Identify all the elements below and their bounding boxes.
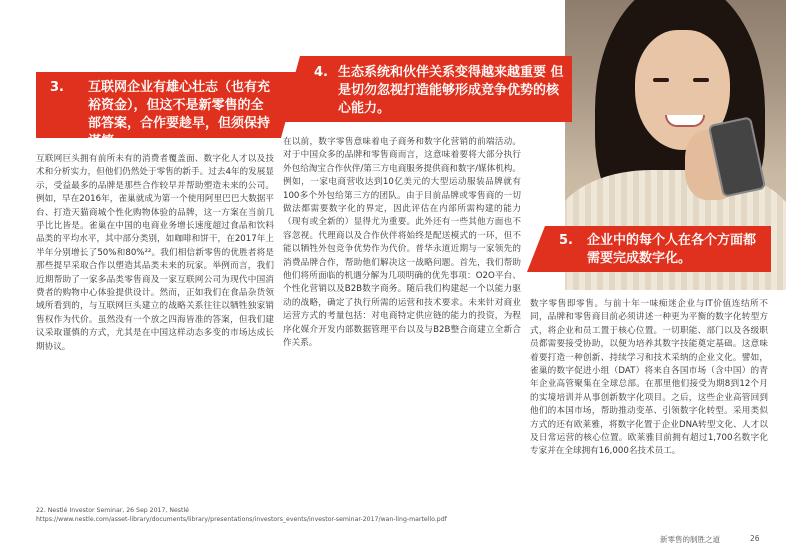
photo-mouth (665, 115, 705, 127)
footer-title: 新零售的制胜之道 (660, 535, 720, 544)
footnote-citation: 22. Nestlé Investor Seminar, 26 Sep 2017, Nestlé (36, 507, 189, 514)
section-3-heading (36, 72, 281, 149)
box4-arrow (282, 56, 300, 122)
section-title: 生态系统和伙伴关系变得越来越重要 但是切勿忽视打造能够形成竞争优势的核心能力。 (338, 65, 564, 116)
body-column-2: 在以前，数字零售意味着电子商务和数字化营销的前端活动。对于中国众多的品牌和零售商而言，这意味着要将大部分执行外包给淘宝合作伙伴/第三方电商服务提供商和数字/媒体机构。例如，一家电商营收达到10亿美元的大型运动服装品牌就有100多个外包给第三方的团队。由于目前品牌或零售商的一切做法都需要数字化的界定，因此评估在内部所需构建的能力（现有或全新的）显得尤为重要。此外还有一些其他方面也不容忽视。代理商以及合作伙伴将始终是配送模式的一环，但不能以牺牲外包竞争优势作为代价。普华永道近期与一家领先的消费品牌合作，帮助他们解决这一战略问题。首先，我们帮助他们将所面临的机遇分解为几项明确的优先事项：O2O平台、个性化营销以及B2B数字商务。随后我们构建起一个以能力驱动的战略，确定了执行所需的运营和技术要求。未来针对商业运营方式的考量包括：对电商特定供应链的能力的投资，为程序化媒介开发内部数据管理平台以及与B2B整合商建立全新合作关系。 (283, 137, 521, 349)
section-5-heading (545, 226, 771, 272)
section-title: 企业中的每个人在各个方面都需要完成数字化。 (587, 233, 757, 266)
section-4-heading (300, 56, 572, 122)
body-column-3: 数字零售即零售。与前十年一味痴迷企业与IT价值连结所不同，品牌和零售商目前必须讲述一种更为平衡的数字化转型方式，将企业和员工置于核心位置。一切职能、部门以及各级职员都需要接受协助，以便为培养其数字技能奠定基础。这意味着要打造一种创新、持续学习和技术采纳的企业文化。譬如，雀巢的数字促进小组（DAT）将来自各国市场（含中国）的青年企业高管聚集在全球总部。在那里他们接受为期8到12个月的实境培训并从事创新数字化项目。之后，这些企业高管回到他们的本国市场，帮助推动变革、引领数字化转型。采用类似方式的还有欧莱雅，将数字化置于企业DNA转型文化、人才以及日常运营的核心位置。欧莱雅目前拥有超过1,700名数字化专家并在全球拥有16,000名技术员工。 (530, 299, 768, 457)
photo-eye (693, 78, 709, 82)
page-number: 26 (750, 534, 760, 543)
section-number: 3. (50, 80, 64, 95)
footnote-url[interactable]: https://www.nestle.com/asset-library/documents/library/presentations/investors_events/investor-seminar-2017/wan-ling-martello.pdf (36, 516, 447, 523)
footnote (36, 506, 447, 524)
section-number: 5. (559, 233, 573, 248)
body-column-1: 互联网巨头拥有前所未有的消费者覆盖面、数字化人才以及技术和分析实力，但他们仍然处于零售的新手。过去4年的发展显示，受益最多的品牌是那些合作较早并帮助塑造未来的公司。例如，早在2016年，雀巢就成为第一个使用阿里巴巴大数据平台、打造天猫商城个性化购物体验的品牌，这一方案在当前几乎比比皆是。雀巢在中国的电商业务增长速度超过食品和饮料品类的平均水平，其中部分类别，如咖啡和饼干，在2017年上半年分别增长了50%和80%²²。我们相信新零售的优胜者将是那些提早采取合作以塑造其品类未来的玩家。举例而言，我们近期帮助了一家多品类零售商及一家互联网公司为现代中国消费者的购物中心体验提供设计。然而，正如我们在食品杂货领域所看到的，与互联网巨头建立的战略关系往往以牺牲独家销售权作为代价。虽然没有一个放之四海皆准的答案，但我们建议采取谨慎的方式，尤其是在中国这样动态多变的市场达成长期协议。 (36, 154, 274, 352)
section-number: 4. (314, 65, 328, 80)
box5-arrow (527, 226, 545, 272)
section-title: 互联网企业有雄心壮志（也有充裕资金），但这不是新零售的全部答案，合作要趁早，但须保持谨慎。 (88, 80, 271, 149)
photo-eye (653, 78, 669, 82)
